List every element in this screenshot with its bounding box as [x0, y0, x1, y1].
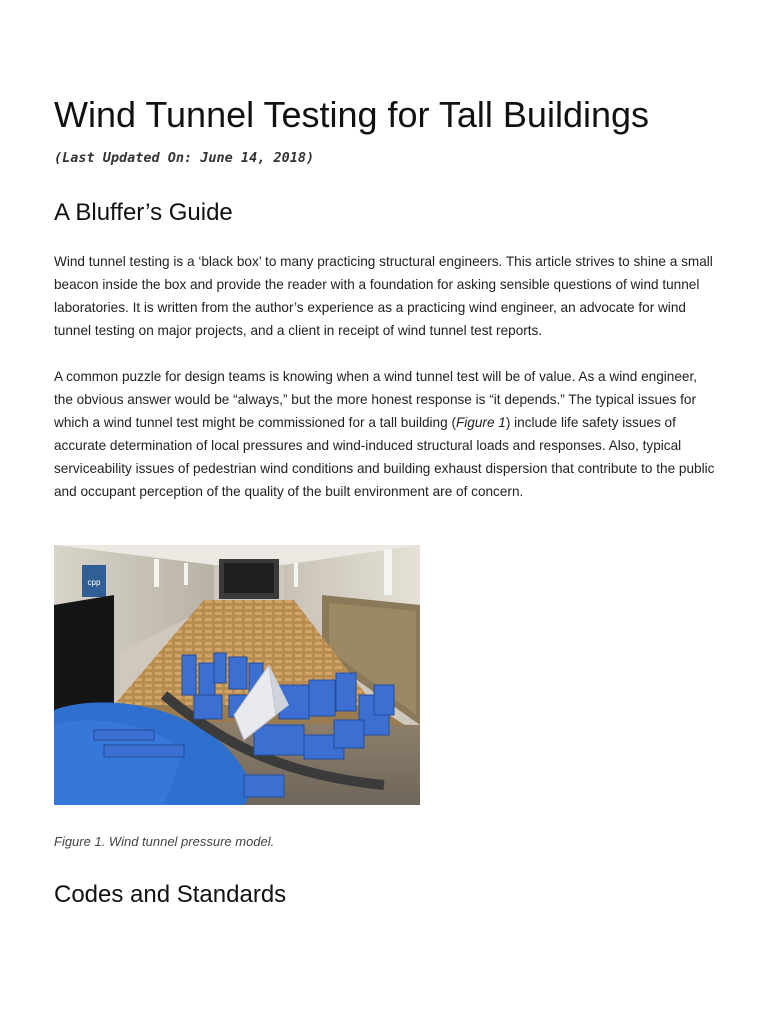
paragraph-text: A common puzzle for design teams is knowing when a wind tunnel test will be of value. As a wind engineer, the obvious answer would be “always,” but the more honest response is “it depends.” The typical issues for which a wind tunnel test might be commissioned for a tall building ( — [54, 369, 698, 430]
figure-caption: Figure 1. Wind tunnel pressure model. — [54, 834, 275, 849]
section-heading-bluffers-guide: A Bluffer’s Guide — [54, 199, 233, 226]
paragraph-puzzle — [54, 365, 716, 503]
figure-wind-tunnel-photo — [54, 545, 420, 805]
figure-reference: Figure 1 — [455, 415, 506, 430]
paragraph-text: ) include life safety issues of accurate determination of local pressures and wind-induced structural loads and responses. Also, typical serviceability issues of pedestrian wind conditions and building exhaust dispersion that contribute to the public and occupant perception of the quality of the built environment are of concern. — [54, 415, 715, 499]
section-heading-codes-standards: Codes and Standards — [54, 881, 287, 908]
wind-tunnel-model-image — [54, 545, 420, 805]
article-title: Wind Tunnel Testing for Tall Buildings — [54, 94, 650, 135]
lab-sign-text: cpp — [87, 578, 101, 587]
last-updated: (Last Updated On: June 14, 2018) — [54, 150, 315, 166]
paragraph-intro: Wind tunnel testing is a ‘black box’ to many practicing structural engineers. This article strives to shine a small beacon inside the box and provide the reader with a foundation for asking sensible questions of wind tunnel laboratories. It is written from the author’s experience as a practicing wind engineer, an advocate for wind tunnel testing on major projects, and a client in receipt of wind tunnel test reports. — [54, 254, 713, 338]
